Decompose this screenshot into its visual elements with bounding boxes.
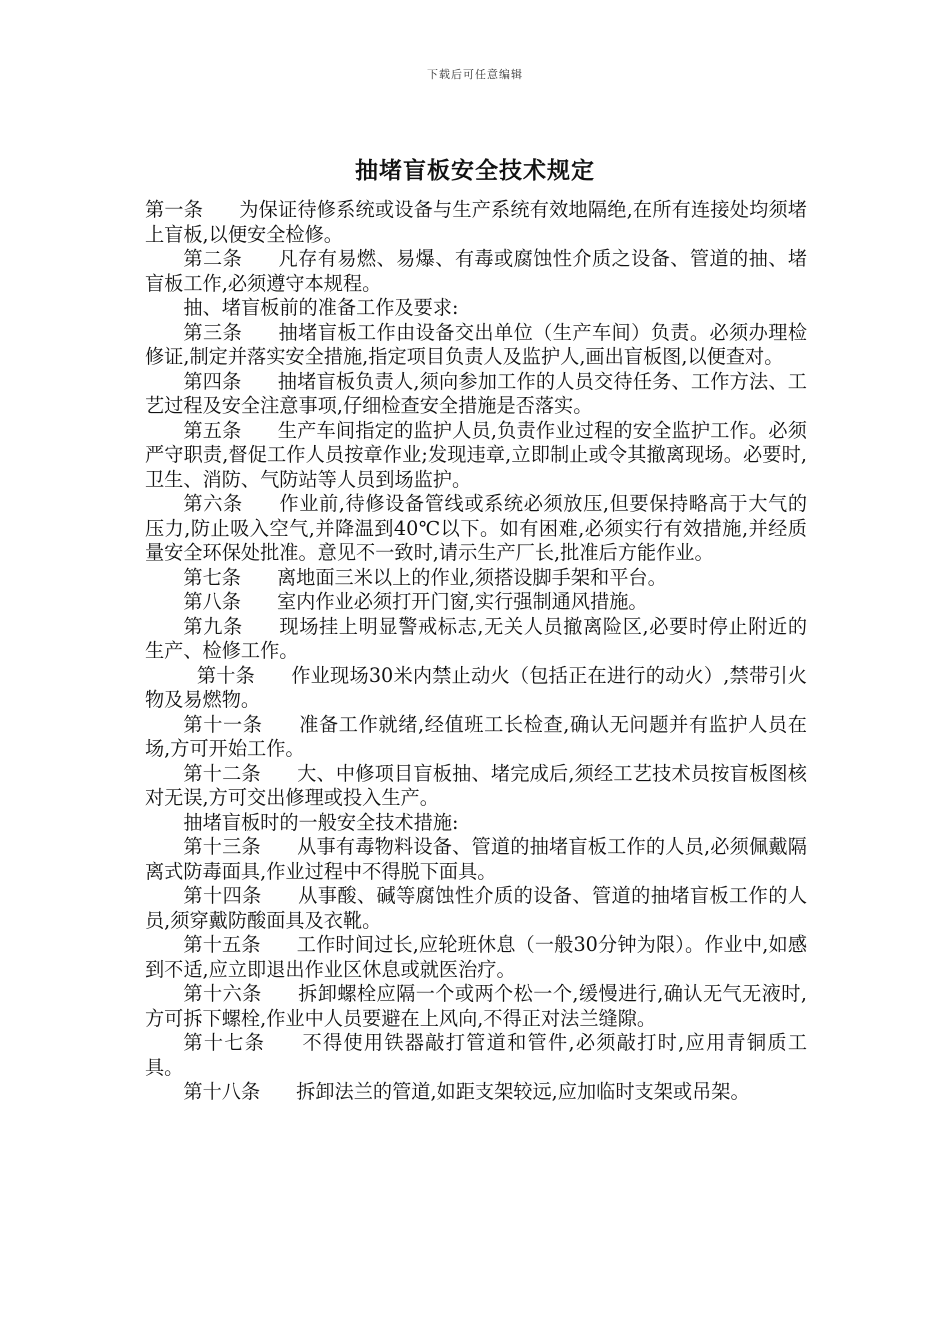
article-text: 从事有毒物料设备、管道的抽堵盲板工作的人员,必须佩戴隔离式防毒面具,作业过程中不得脱下面具。 — [145, 835, 807, 883]
article-number: 第六条 — [183, 492, 243, 515]
document-paragraph — [145, 615, 807, 664]
article-text: 从事酸、碱等腐蚀性介质的设备、管道的抽堵盲板工作的人员,须穿戴防酸面具及衣靴。 — [145, 884, 808, 932]
article-number: 第一条 — [145, 198, 204, 221]
article-text: 拆卸螺栓应隔一个或两个松一个,缓慢进行,确认无气无液时,方可拆下螺栓,作业中人员要避在上风向,不得正对法兰缝隙。 — [145, 982, 807, 1030]
article-number: 第九条 — [183, 614, 243, 638]
document-paragraph — [145, 492, 807, 566]
article-text: 现场挂上明显警戒标志,无关人员撤离险区,必要时停止附近的生产、检修工作。 — [145, 614, 808, 662]
article-number: 第十二条 — [183, 761, 261, 785]
article-number: 第十条 — [196, 663, 256, 687]
article-text: 离地面三米以上的作业,须搭设脚手架和平台。 — [276, 565, 667, 589]
document-paragraph — [145, 419, 807, 493]
document-paragraph — [145, 1031, 807, 1080]
document-paragraph — [145, 884, 807, 933]
article-number: 第八条 — [183, 590, 241, 613]
article-text: 为保证待修系统或设备与生产系统有效地隔绝,在所有连接处均须堵上盲板,以便安全检修。 — [145, 198, 807, 246]
article-text: 生产车间指定的监护人员,负责作业过程的安全监护工作。必须严守职责,督促工作人员按章作业;发现违章,立即制止或令其撤离现场。必要时,卫生、消防、气防站等人员到场监护。 — [145, 418, 807, 491]
document-paragraph — [145, 370, 807, 419]
article-text: 准备工作就绪,经值班工长检查,确认无问题并有监护人员在场,方可开始工作。 — [145, 712, 807, 760]
article-text: 室内作业必须打开门窗,实行强制通风措施。 — [276, 590, 648, 613]
article-number: 第三条 — [183, 320, 243, 344]
article-number: 第四条 — [183, 369, 242, 393]
article-number: 第十五条 — [183, 933, 261, 956]
document-body — [145, 198, 807, 1105]
document-paragraph — [145, 933, 807, 982]
document-paragraph — [145, 590, 807, 615]
article-text: 凡存有易燃、易爆、有毒或腐蚀性介质之设备、管道的抽、堵盲板工作,必须遵守本规程。 — [145, 247, 808, 295]
article-text: 拆卸法兰的管道,如距支架较远,应加临时支架或吊架。 — [296, 1080, 750, 1103]
document-paragraph — [145, 321, 807, 370]
article-number: 第十四条 — [183, 884, 262, 907]
article-number: 第五条 — [183, 418, 242, 442]
article-number: 第十七条 — [183, 1031, 266, 1054]
article-number: 第二条 — [183, 247, 243, 270]
article-number: 第十六条 — [183, 982, 262, 1005]
article-text: 作业现场30米内禁止动火（包括正在进行的动火）,禁带引火物及易燃物。 — [145, 663, 807, 711]
page-header-note: 下载后可任意编辑 — [427, 68, 523, 81]
article-text: 不得使用铁器敲打管道和管件,必须敲打时,应用青铜质工具。 — [145, 1031, 808, 1079]
article-number: 第十一条 — [183, 712, 263, 736]
article-text: 抽堵盲板时的一般安全技术措施: — [183, 810, 459, 834]
document-paragraph — [145, 566, 807, 591]
article-number: 第十三条 — [183, 835, 261, 858]
article-text: 抽、堵盲板前的准备工作及要求: — [183, 296, 459, 319]
document-paragraph — [145, 296, 807, 321]
document-paragraph — [145, 1080, 807, 1105]
document-paragraph — [145, 835, 807, 884]
document-paragraph — [145, 811, 807, 836]
document-title: 抽堵盲板安全技术规定 — [355, 157, 595, 184]
document-paragraph — [145, 982, 807, 1031]
document-paragraph — [145, 198, 807, 247]
article-text: 大、中修项目盲板抽、堵完成后,须经工艺技术员按盲板图核对无误,方可交出修理或投入生产。 — [145, 761, 807, 809]
article-number: 第十八条 — [183, 1080, 261, 1103]
article-number: 第七条 — [183, 565, 241, 589]
document-paragraph — [145, 713, 807, 762]
article-text: 抽堵盲板负责人,须向参加工作的人员交待任务、工作方法、工艺过程及安全注意事项,仔细检查安全措施是否落实。 — [145, 369, 807, 417]
article-text: 抽堵盲板工作由设备交出单位（生产车间）负责。必须办理检修证,制定并落实安全措施,指定项目负责人及监护人,画出盲板图,以便查对。 — [145, 320, 808, 368]
article-text: 工作时间过长,应轮班休息（一般30分钟为限）。作业中,如感到不适,应立即退出作业区休息或就医治疗。 — [145, 933, 808, 981]
document-paragraph — [145, 762, 807, 811]
document-paragraph — [145, 664, 807, 713]
document-paragraph — [145, 247, 807, 296]
article-text: 作业前,待修设备管线或系统必须放压,但要保持略高于大气的压力,防止吸入空气,并降温到40℃以下。如有困难,必须实行有效措施,并经质量安全环保处批准。意见不一致时,请示生产厂长,批准后方能作业。 — [145, 492, 808, 564]
